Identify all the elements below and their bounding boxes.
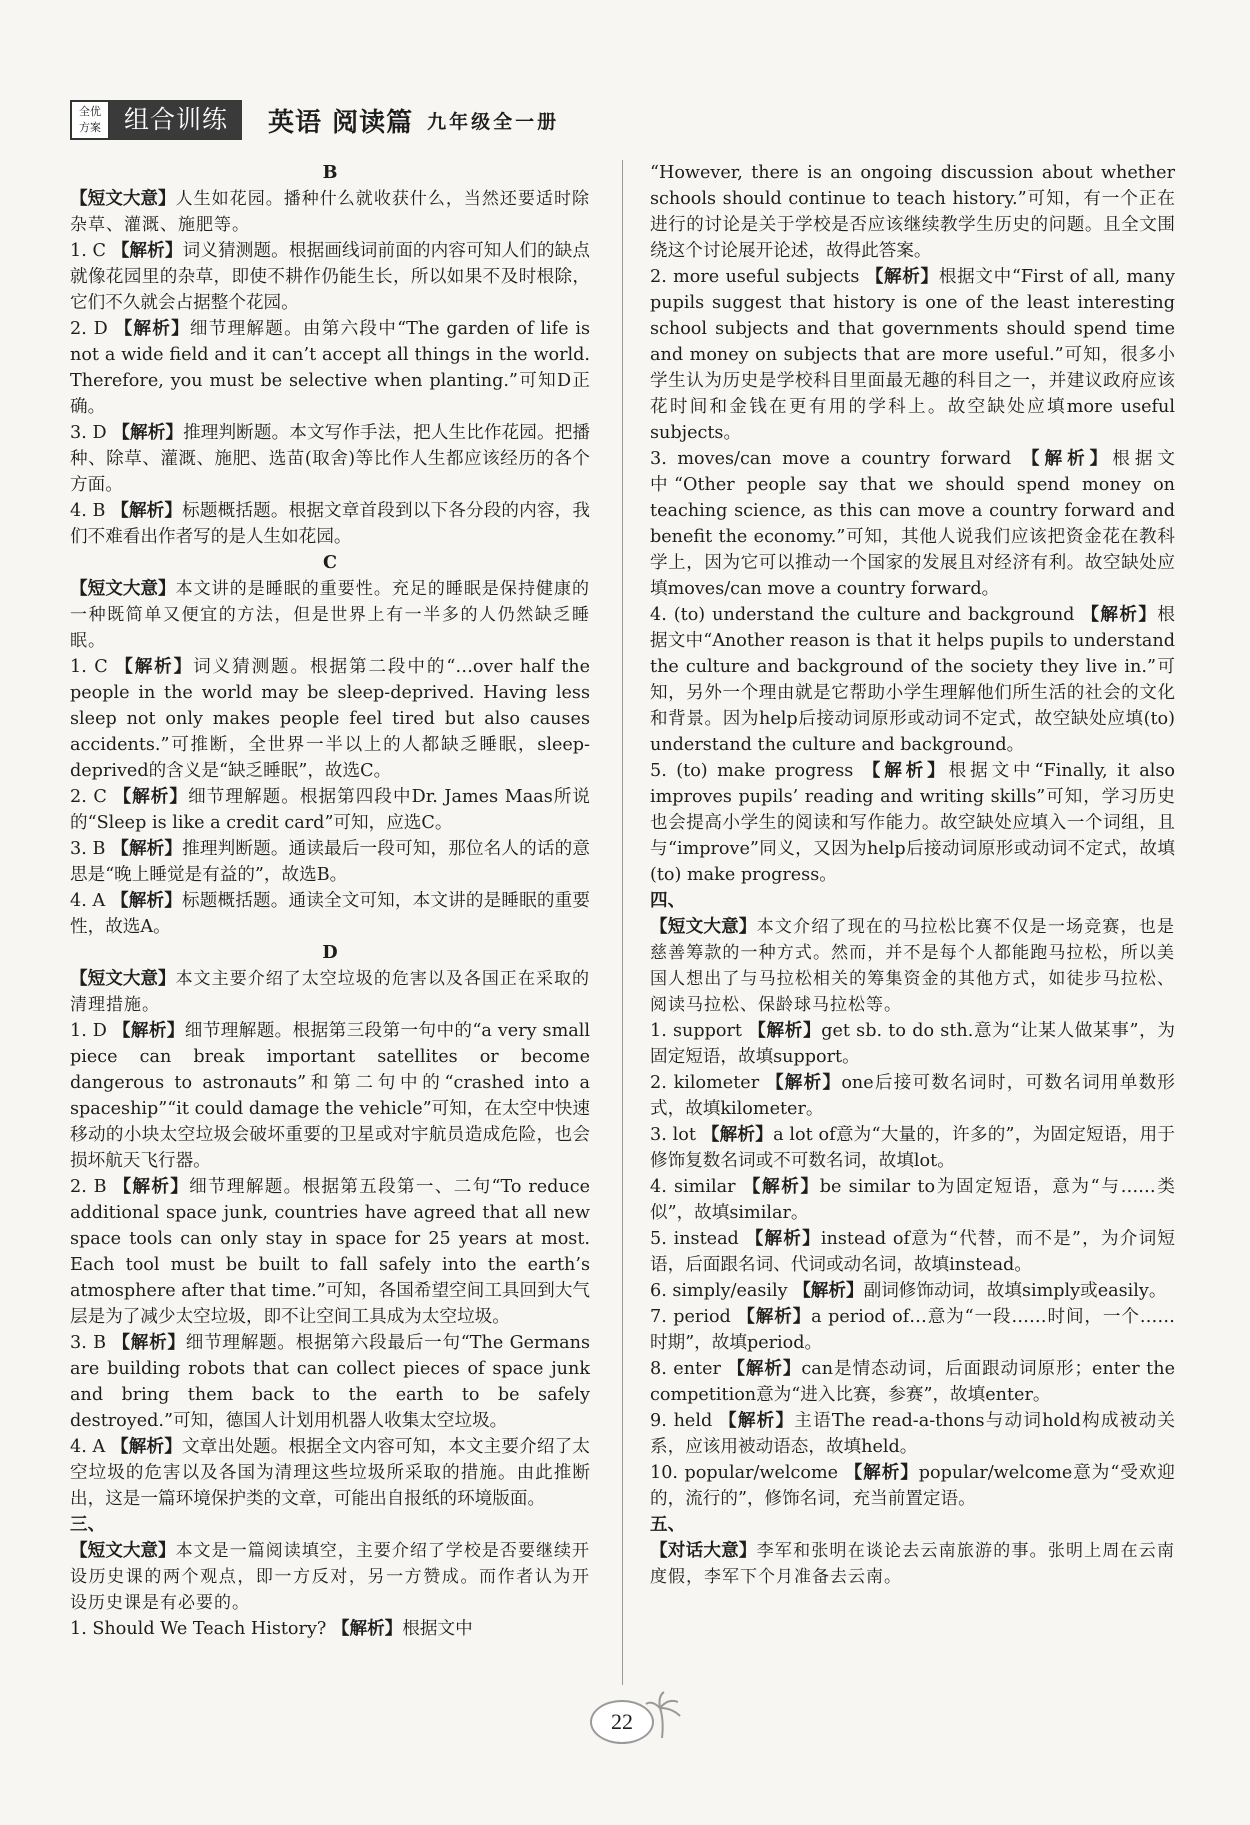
logo-line-1: 全优 xyxy=(79,105,101,118)
analysis-label: 【解析】 xyxy=(114,318,190,339)
gist-paragraph xyxy=(70,186,590,238)
gist-paragraph xyxy=(70,576,590,654)
section-heading-b: B xyxy=(322,162,338,183)
answer-key: 5. (to) make progress xyxy=(650,761,854,781)
answer-key: 4. A xyxy=(70,1437,106,1457)
answer-item xyxy=(650,758,1175,888)
analysis-label: 【解析】 xyxy=(742,1176,820,1197)
analysis-text: 文章出处题。根据全文内容可知，本文主要介绍了太空垃圾的危害以及各国为清理这些垃圾所采取的措施。由此推断出，这是一篇环境保护类的文章，可能出自报纸的环境版面。 xyxy=(70,1437,590,1509)
answer-key: 4. similar xyxy=(650,1177,736,1197)
series-title: 组合训练 xyxy=(110,100,242,140)
gist-text: 本文主要介绍了太空垃圾的危害以及各国正在采取的清理措施。 xyxy=(70,969,590,1015)
analysis-text: 细节理解题。根据第五段第一、二句“To reduce additional space junk, countries have agreed that all new space tools can only stay in space for 25 years at most. Each tool must be built to fall safely into the earth’s atmosphere after that time.”可知，各国希望空间工具回到大气层是为了减少太空垃圾，即不让空间工具成为太空垃圾。 xyxy=(70,1177,591,1327)
answer-key: 2. more useful subjects xyxy=(650,267,860,287)
analysis-label: 【解析】 xyxy=(112,1332,186,1353)
analysis-text: be similar to为固定短语，意为“与……类似”，故填similar。 xyxy=(650,1177,1176,1223)
answer-key: 3. moves/can move a country forward xyxy=(650,449,1012,469)
analysis-label: 【解析】 xyxy=(115,656,194,677)
answer-item xyxy=(70,1616,590,1642)
answer-item xyxy=(70,888,590,940)
answer-key: 4. B xyxy=(70,501,106,521)
analysis-text: 标题概括题。根据文章首段到以下各分段的内容，我们不难看出作者写的是人生如花园。 xyxy=(70,501,590,547)
analysis-text: one后接可数名词时，可数名词用单数形式，故填kilometer。 xyxy=(650,1073,1176,1119)
analysis-text: 根据文中“Other people say that we should spend money on teaching science, as this can move a country forward and benefit the economy.”可知，其他人说我们应该把资金花在教科学上，因为它可以推动一个国家的发展且对经济有利。故空缺处应填moves/can move a country forward。 xyxy=(650,449,1176,599)
gist-paragraph xyxy=(650,914,1175,1018)
answer-item xyxy=(650,602,1175,758)
analysis-label: 【解析】 xyxy=(1081,604,1158,625)
analysis-text: 根据文中“Another reason is that it helps pupils to understand the culture and background of the society they live in.”可知，另外一个理由就是它帮助小学生理解他们所生活的社会的文化和背景。因为help后接动词原形或动词不定式，故空缺处应填(to) understand the culture and background。 xyxy=(650,605,1175,755)
answer-item xyxy=(70,238,590,316)
answer-item xyxy=(650,1122,1175,1174)
analysis-label: 【解析】 xyxy=(331,1618,403,1639)
gist-text: 人生如花园。播种什么就收获什么，当然还要适时除杂草、灌溉、施肥等。 xyxy=(70,189,590,235)
answer-key: 4. A xyxy=(70,891,106,911)
answer-item xyxy=(650,264,1175,446)
gist-label: 【短文大意】 xyxy=(650,916,757,937)
analysis-text: 标题概括题。通读全文可知，本文讲的是睡眠的重要性，故选A。 xyxy=(70,891,590,937)
analysis-label: 【解析】 xyxy=(727,1358,802,1379)
answer-item xyxy=(650,1460,1175,1512)
analysis-text: 词义猜测题。根据第二段中的“…over half the people in the world may be sleep-deprived. Having less sleep not only makes people feel tired but also causes accidents.”可推断，全世界一半以上的人都缺乏睡眠，sleep-deprived的含义是“缺乏睡眠”，故选C。 xyxy=(70,657,591,781)
answer-item xyxy=(70,654,590,784)
answer-key: 2. D xyxy=(70,319,108,339)
analysis-label: 【解析】 xyxy=(793,1280,864,1301)
answer-item xyxy=(70,316,590,420)
analysis-text: 词义猜测题。根据画线词前面的内容可知人们的缺点就像花园里的杂草，即使不耕作仍能生长，所以如果不及时根除，它们不久就会占据整个花园。 xyxy=(70,241,590,313)
analysis-text: 推理判断题。本文写作手法，把人生比作花园。把播种、除草、灌溉、施肥、选苗(取舍)等比作人生都应该经历的各个方面。 xyxy=(70,423,590,495)
analysis-label: 【解析】 xyxy=(111,838,183,859)
analysis-text: 细节理解题。根据第四段中Dr. James Maas所说的“Sleep is like a credit card”可知，应选C。 xyxy=(70,787,591,833)
answer-key: 1. Should We Teach History? xyxy=(70,1619,327,1639)
analysis-text: 副词修饰动词，故填simply或easily。 xyxy=(863,1281,1167,1301)
answer-key: 7. period xyxy=(650,1307,731,1327)
analysis-text: 细节理解题。由第六段中“The garden of life is not a wide field and it can’t accept all things in the world. Therefore, you must be selective when planting.”可知D正确。 xyxy=(70,319,590,417)
answer-item xyxy=(650,1408,1175,1460)
series-logo xyxy=(70,100,110,140)
analysis-text: 细节理解题。根据第六段最后一句“The Germans are building robots that can collect pieces of space junk and bring them back to the earth to be safely destroyed.”可知，德国人计划用机器人收集太空垃圾。 xyxy=(70,1333,590,1431)
analysis-label: 【解析】 xyxy=(112,1020,185,1041)
analysis-label: 【解析】 xyxy=(111,890,182,911)
analysis-label: 【解析】 xyxy=(111,1436,182,1457)
answer-key: 4. (to) understand the culture and background xyxy=(650,605,1075,625)
analysis-label: 【解析】 xyxy=(111,240,183,261)
section-heading-d: D xyxy=(322,942,338,963)
analysis-label: 【解析】 xyxy=(865,266,939,287)
book-title: 英语 阅读篇 xyxy=(268,107,414,138)
analysis-label: 【解析】 xyxy=(701,1124,774,1145)
answer-key: 1. support xyxy=(650,1021,742,1041)
answer-key: 2. kilometer xyxy=(650,1073,760,1093)
answer-item xyxy=(70,1174,590,1330)
page-header xyxy=(70,98,559,142)
analysis-label: 【解析】 xyxy=(113,786,189,807)
answer-key: 5. instead xyxy=(650,1229,739,1249)
analysis-text: can是情态动词，后面跟动词原形；enter the competition意为“进入比赛，参赛”，故填enter。 xyxy=(650,1359,1176,1405)
analysis-text: a period of…意为“一段……时间，一个……时期”，故填period。 xyxy=(650,1307,1175,1353)
answer-item xyxy=(70,1330,590,1434)
palm-tree-icon xyxy=(644,1690,684,1740)
answer-item xyxy=(650,1226,1175,1278)
analysis-label: 【解析】 xyxy=(765,1072,842,1093)
gist-label: 【对话大意】 xyxy=(650,1540,757,1561)
answer-key: 2. B xyxy=(70,1177,107,1197)
gist-text: 李军和张明在谈论去云南旅游的事。张明上周在云南度假，李军下个月准备去云南。 xyxy=(650,1541,1175,1587)
answer-item xyxy=(650,1356,1175,1408)
logo-line-2: 方案 xyxy=(79,121,101,134)
answer-key: 2. C xyxy=(70,787,107,807)
analysis-label: 【解析】 xyxy=(1021,448,1113,469)
right-column xyxy=(650,160,1175,1590)
answer-key: 3. B xyxy=(70,839,106,859)
left-column xyxy=(70,160,590,1642)
answer-item xyxy=(650,1018,1175,1070)
answer-key: 8. enter xyxy=(650,1359,721,1379)
gist-paragraph xyxy=(650,1538,1175,1590)
answer-key: 3. B xyxy=(70,1333,107,1353)
analysis-text: 主语The read-a-thons与动词hold构成被动关系，应该用被动语态，故填held。 xyxy=(650,1411,1175,1457)
answer-item xyxy=(650,1070,1175,1122)
analysis-text: popular/welcome意为“受欢迎的，流行的”，修饰名词，充当前置定语。 xyxy=(650,1463,1175,1509)
section-heading-c: C xyxy=(322,552,337,573)
gist-text: 本文是一篇阅读填空，主要介绍了学校是否要继续开设历史课的两个观点，即一方反对，另一方赞成。而作者认为开设历史课是有必要的。 xyxy=(70,1541,590,1613)
gist-label: 【短文大意】 xyxy=(70,1540,176,1561)
analysis-label: 【解析】 xyxy=(737,1306,812,1327)
gist-text: 本文介绍了现在的马拉松比赛不仅是一场竞赛，也是慈善筹款的一种方式。然而，并不是每个人都能跑马拉松，所以美国人想出了与马拉松相关的筹集资金的其他方式，如徒步马拉松、阅读马拉松、保龄球马拉松等。 xyxy=(650,917,1175,1015)
analysis-label: 【解析】 xyxy=(113,1176,190,1197)
answer-item xyxy=(650,1278,1175,1304)
column-divider xyxy=(622,160,623,1685)
section-heading-5: 五、 xyxy=(650,1514,686,1535)
page-number: 22 xyxy=(590,1700,654,1744)
answer-key: 1. C xyxy=(70,657,108,677)
analysis-text: a lot of意为“大量的，许多的”，为固定短语，用于修饰复数名词或不可数名词，故填lot。 xyxy=(650,1125,1175,1171)
analysis-label: 【解析】 xyxy=(844,1462,919,1483)
analysis-text: 细节理解题。根据第三段第一句中的“a very small piece can break important satellites or become dangerous to astronauts”和第二句中的“crashed into a spaceship”“it could damage the vehicle”可知，在太空中快速移动的小块太空垃圾会破坏重要的卫星或对宇航员造成危险，也会损坏航天飞行器。 xyxy=(70,1021,590,1171)
answer-item xyxy=(650,1174,1175,1226)
analysis-text: 推理判断题。通读最后一段可知，那位名人的话的意思是“晚上睡觉是有益的”，故选B。 xyxy=(70,839,590,885)
answer-key: 1. C xyxy=(70,241,106,261)
analysis-label: 【解析】 xyxy=(112,422,184,443)
gist-paragraph xyxy=(70,966,590,1018)
answer-item xyxy=(650,1304,1175,1356)
analysis-text: 根据文中“Finally, it also improves pupils’ reading and writing skills”可知，学习历史也会提高小学生的阅读和写作能力。故空缺处应填入一个词组，且与“improve”同义，又因为help后接动词原形或动词不定式，故填(to) make progress。 xyxy=(650,761,1176,885)
gist-paragraph xyxy=(70,1538,590,1616)
answer-item-continued: “However, there is an ongoing discussion about whether schools should continue to teach history.”可知，有一个正在进行的讨论是关于学校是否应该继续教学生历史的问题。且全文围绕这个讨论展开论述，故得此答案。 xyxy=(650,163,1175,261)
analysis-label: 【解析】 xyxy=(862,760,949,781)
analysis-label: 【解析】 xyxy=(748,1020,822,1041)
section-heading-4: 四、 xyxy=(650,890,686,911)
analysis-text: 根据文中 xyxy=(402,1619,473,1639)
gist-label: 【短文大意】 xyxy=(70,188,176,209)
answer-item xyxy=(650,446,1175,602)
gist-label: 【短文大意】 xyxy=(70,578,176,599)
analysis-label: 【解析】 xyxy=(111,500,183,521)
gist-text: 本文讲的是睡眠的重要性。充足的睡眠是保持健康的一种既简单又便宜的方法，但是世界上有一半多的人仍然缺乏睡眠。 xyxy=(70,579,590,651)
answer-key: 3. lot xyxy=(650,1125,696,1145)
answer-key: 9. held xyxy=(650,1411,713,1431)
analysis-text: get sb. to do sth.意为“让某人做某事”，为固定短语，故填support。 xyxy=(650,1021,1175,1067)
answer-key: 3. D xyxy=(70,423,107,443)
answer-item xyxy=(70,420,590,498)
analysis-label: 【解析】 xyxy=(745,1228,821,1249)
analysis-text: 根据文中“First of all, many pupils suggest that history is one of the least interesting school subjects and that governments should spend time and money on subjects that are more useful.”可知，很多小学生认为历史是学校科目里面最无趣的科目之一，并建议政府应该花时间和金钱在更有用的学科上。故空缺处应填more useful subjects。 xyxy=(650,267,1175,443)
gist-label: 【短文大意】 xyxy=(70,968,176,989)
answer-item xyxy=(70,836,590,888)
answer-key: 1. D xyxy=(70,1021,107,1041)
answer-key: 6. simply/easily xyxy=(650,1281,788,1301)
grade-label: 九年级全一册 xyxy=(427,110,560,133)
answer-item xyxy=(70,498,590,550)
analysis-label: 【解析】 xyxy=(719,1410,795,1431)
page-footer xyxy=(560,1690,690,1750)
answer-key: 10. popular/welcome xyxy=(650,1463,839,1483)
answer-item xyxy=(70,1434,590,1512)
answer-item xyxy=(70,1018,590,1174)
answer-item xyxy=(70,784,590,836)
analysis-text: instead of意为“代替，而不是”，为介词短语，后面跟名词、代词或动名词，故填instead。 xyxy=(650,1229,1175,1275)
section-heading-3: 三、 xyxy=(70,1514,106,1535)
